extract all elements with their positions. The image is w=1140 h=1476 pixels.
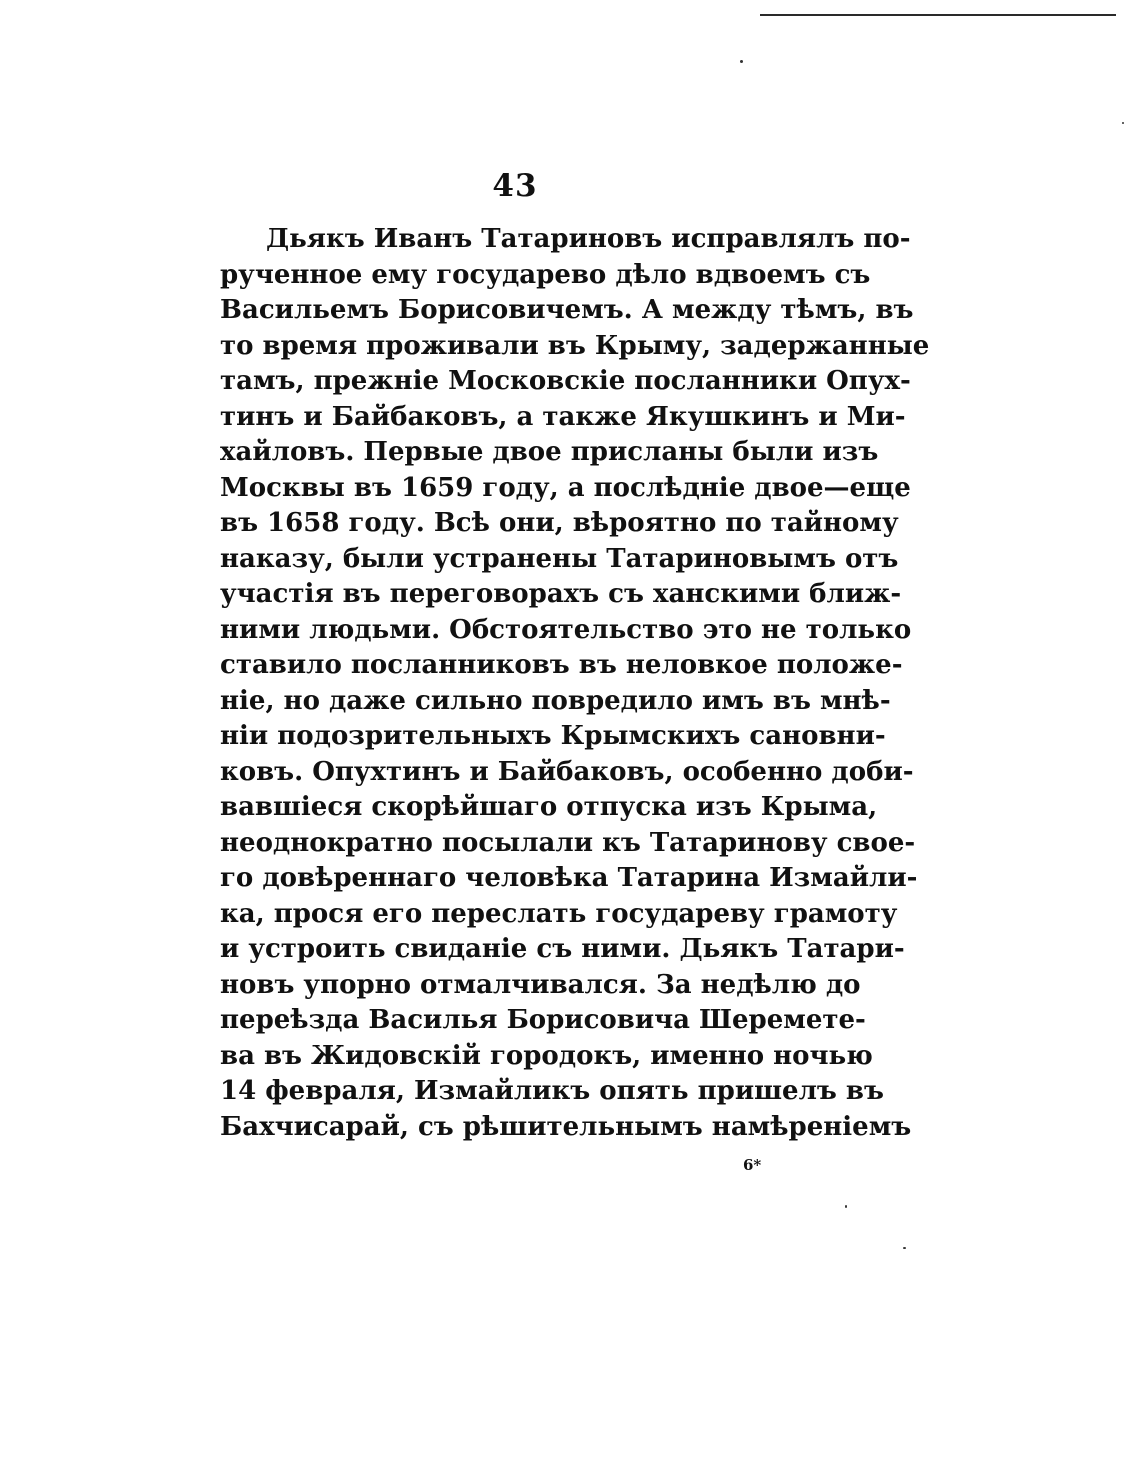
text-line: ними людьми. Обстоятельство это не только (220, 614, 912, 645)
scan-speck (1122, 122, 1124, 124)
text-line: Васильемъ Борисовичемъ. А между тѣмъ, въ (220, 295, 914, 325)
text-line: ніе, но даже сильно повредило имъ въ мнѣ- (220, 685, 891, 716)
text-line: ставило посланниковъ въ неловкое положе- (220, 650, 903, 680)
text-line: въ 1658 году. Всѣ они, вѣроятно по тайному (220, 508, 899, 538)
text-line: тинъ и Байбаковъ, а также Якушкинъ и Ми- (220, 401, 906, 432)
scan-speck (845, 1205, 847, 1208)
text-line: то время проживали въ Крыму, задержанные (220, 330, 930, 361)
text-line: вавшіеся скорѣйшаго отпуска изъ Крыма, (220, 792, 878, 822)
scan-speck (740, 60, 743, 63)
text-line: 14 февраля, Измайликъ опять пришелъ въ (220, 1076, 884, 1106)
text-line: неоднократно посылали къ Татаринову свое- (220, 827, 916, 858)
text-line: наказу, были устранены Татариновымъ отъ (220, 543, 899, 574)
text-line: Бахчисарай, съ рѣшительнымъ намѣреніемъ (220, 1111, 912, 1142)
text-line: Дьякъ Иванъ Татариновъ исправлялъ по- (266, 224, 911, 254)
text-line: Москвы въ 1659 году, а послѣдніе двое—еще (220, 472, 911, 503)
scan-speck (903, 1247, 906, 1249)
page-number: 43 (492, 168, 538, 204)
body-paragraph (220, 222, 930, 1145)
signature-mark: 6* (743, 1156, 762, 1174)
text-line: переѣзда Василья Борисовича Шеремете- (220, 1005, 866, 1035)
text-line: ка, прося его переслать государеву грамоту (220, 898, 898, 929)
text-line: и устроить свиданіе съ ними. Дьякъ Татари- (220, 934, 905, 964)
scan-edge-rule (760, 14, 1116, 16)
text-line: ва въ Жидовскій городокъ, именно ночью (220, 1040, 873, 1071)
text-line: участія въ переговорахъ съ ханскими ближ- (220, 579, 902, 609)
text-line: тамъ, прежніе Московскіе посланники Опух- (220, 366, 911, 396)
text-line: го довѣреннаго человѣка Татарина Измайли- (220, 863, 918, 893)
text-line: хайловъ. Первые двое присланы были изъ (220, 437, 879, 467)
text-line: ніи подозрительныхъ Крымскихъ сановни- (220, 721, 886, 751)
text-line: новъ упорно отмалчивался. За недѣлю до (220, 969, 861, 1000)
text-line: ковъ. Опухтинъ и Байбаковъ, особенно доби- (220, 756, 914, 787)
text-line: рученное ему государево дѣло вдвоемъ съ (220, 259, 871, 290)
